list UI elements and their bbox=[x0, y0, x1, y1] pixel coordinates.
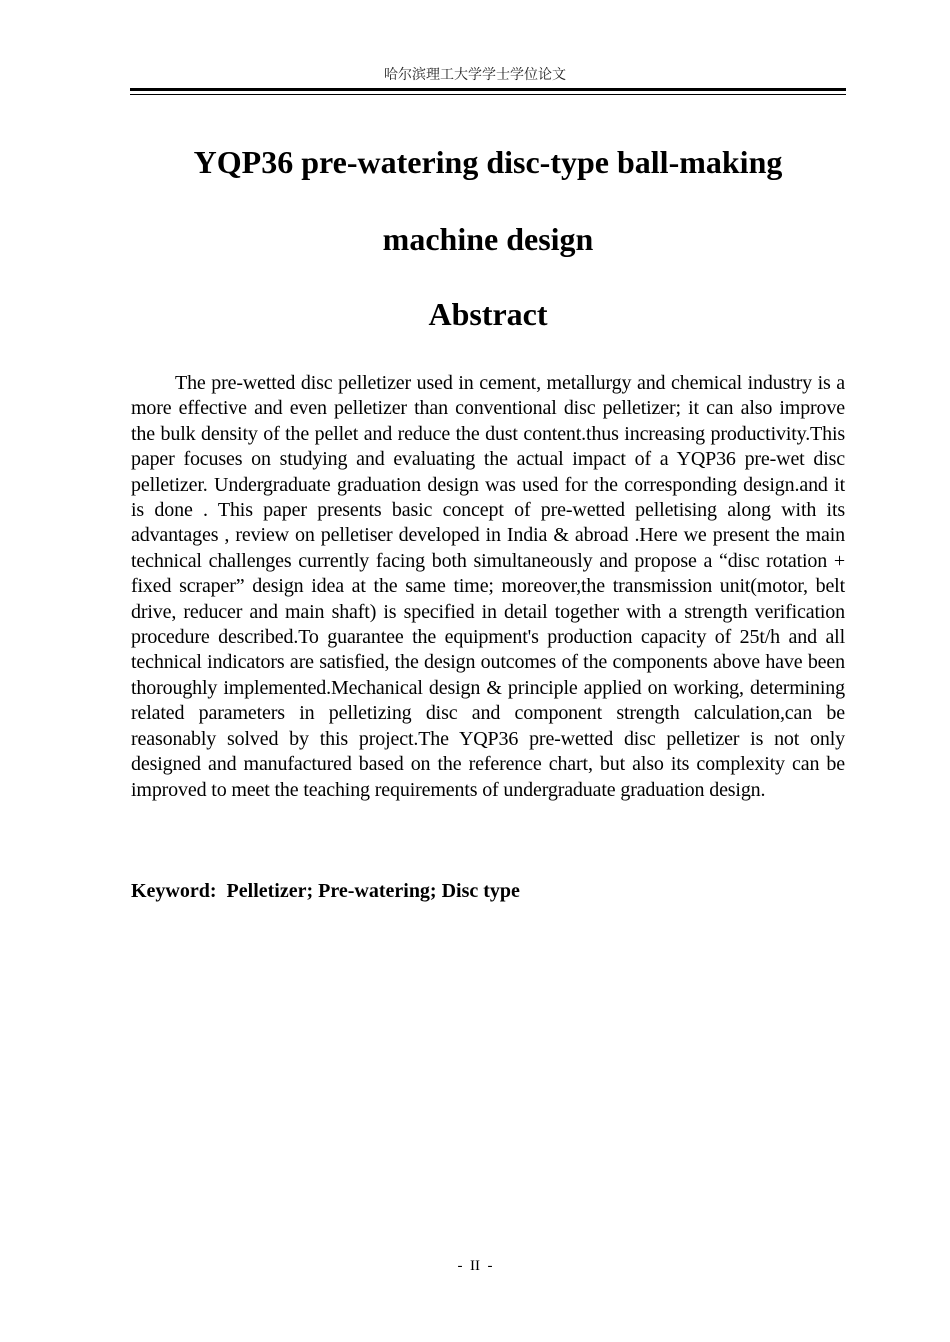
document-title bbox=[130, 124, 846, 278]
abstract-body: The pre-wetted disc pelletizer used in cement, metallurgy and chemical industry is a more effective and even pelletizer than conventional disc pelletizer; it can also improve the bulk density of the pellet and reduce the dust content.thus increasing productivity.This paper focuses on studying and evaluating the actual impact of a YQP36 pre-wet disc pelletizer. Undergraduate graduation design was used for the corresponding design.and it is done . This paper presents basic concept of pre-wetted pelletising along with its advantages , review on pelletiser developed in India & abroad .Here we present the main technical challenges currently facing both simultaneously and propose a “disc rotation + fixed scraper” design idea at the same time; moreover,the transmission unit(motor, belt drive, reducer and main shaft) is specified in detail together with a strength verification procedure described.To guarantee the equipment's production capacity of 25t/h and all technical indicators are satisfied, the design outcomes of the components above have been thoroughly implemented.Mechanical design & principle applied on working, determining related parameters in pelletizing disc and component strength calculation,can be reasonably solved by this project.The YQP36 pre-wetted disc pelletizer is not only designed and manufactured based on the reference chart, but also its complexity can be improved to meet the teaching requirements of undergraduate graduation design. bbox=[131, 372, 845, 801]
running-header: 哈尔滨理工大学学士学位论文 bbox=[384, 67, 566, 83]
page-number: - II - bbox=[457, 1258, 493, 1274]
header-rule-thick bbox=[130, 88, 846, 91]
title-line-1: YQP36 pre-watering disc-type ball-making bbox=[193, 144, 783, 180]
abstract-heading: Abstract bbox=[428, 296, 548, 332]
header-rule-thin bbox=[130, 94, 846, 95]
keywords-line: Keyword: Pelletizer; Pre-watering; Disc type bbox=[131, 880, 520, 902]
title-line-2: machine design bbox=[382, 221, 594, 257]
